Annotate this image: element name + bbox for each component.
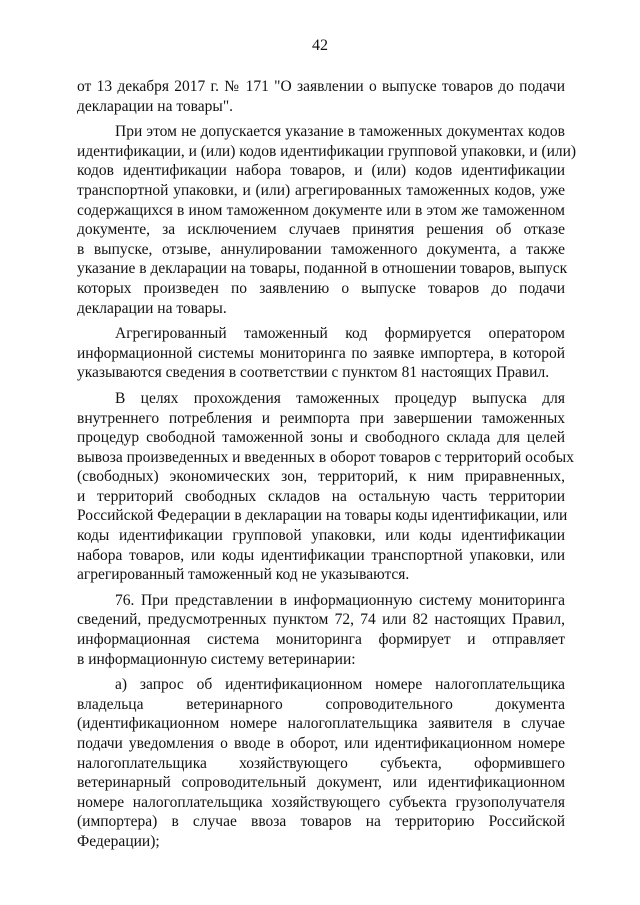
text-line: в выпуске, отзыве, аннулировании таможенного документа, а также (77, 240, 565, 258)
text-line: подачи уведомления о вводе в оборот, или идентификационном номере (77, 735, 565, 752)
text-line: содержащихся в ином таможенном документе или в этом же таможенном (77, 201, 565, 219)
text-line: документе, за исключением случаев принятия решения об отказе (77, 221, 565, 239)
text-line: внутреннего потребления и реимпорта при завершении таможенных (77, 409, 565, 427)
text-line: набора товаров, или коды идентификации транспортной упаковки, или (77, 546, 565, 564)
text-line: указываются сведения в соответствии с пунктом 81 настоящих Правил. (77, 364, 550, 382)
text-line: в информационную систему ветеринарии: (77, 650, 356, 668)
text-line: В целях прохождения таможенных процедур выпуска для (115, 389, 565, 407)
text-line: номере налогоплательщика хозяйствующего субъекта грузополучателя (77, 793, 565, 811)
text-line: налогоплательщика хозяйствующего субъекта, оформившего (77, 754, 565, 772)
text-line: информационной системы мониторинга по заявке импортера, в которой (77, 344, 565, 362)
text-line: Федерации); (77, 832, 160, 850)
paragraph (77, 389, 574, 585)
text-line: процедур свободной таможенной зоны и свободного склада для целей (77, 429, 565, 447)
text-line: указание в декларации на товары, поданной в отношении товаров, выпуск (77, 260, 568, 278)
text-line: агрегированный таможенный код не указываются. (77, 566, 410, 584)
text-line: ветеринарный сопроводительный документ, или идентификационном (77, 774, 565, 792)
paragraph (77, 675, 565, 851)
text-line: Российской Федерации в декларации на товары коды идентификации, или (77, 507, 568, 525)
text-line: При этом не допускается указание в таможенных документах кодов (115, 123, 565, 141)
text-line: а) запрос об идентификационном номере налогоплательщика (115, 676, 565, 694)
paragraph (77, 122, 577, 318)
text-line: коды идентификации групповой упаковки, или коды идентификации (77, 527, 565, 545)
text-line: вывоза произведенных и введенных в оборот товаров с территорий особых (77, 448, 574, 466)
paragraph (77, 591, 565, 669)
text-line: транспортной упаковки, и (или) агрегированных таможенных кодов, уже (77, 181, 565, 199)
document-body (77, 77, 577, 858)
page-number: 42 (312, 37, 328, 54)
text-line: от 13 декабря 2017 г. № 171 "О заявлении о выпуске товаров до подачи (77, 78, 565, 95)
text-line: (идентификационном номере налогоплательщика заявителя в случае (77, 715, 565, 733)
text-line: декларации на товары". (77, 97, 234, 115)
text-line: сведений, предусмотренных пунктом 72, 74 или 82 настоящих Правил, (77, 611, 565, 629)
text-line: (свободных) экономических зон, территорий, к ним приравненных, (77, 468, 565, 486)
text-line: и территорий свободных складов на остальную часть территории (77, 487, 565, 505)
text-line: 76. При представлении в информационную систему мониторинга (115, 591, 565, 609)
paragraph (77, 77, 565, 116)
text-line: идентификации, и (или) кодов идентификации групповой упаковки, и (или) (77, 142, 577, 160)
text-line: информационная система мониторинга формирует и отправляет (77, 631, 565, 649)
text-line: кодов идентификации набора товаров, и (или) кодов идентификации (77, 162, 565, 180)
paragraph (77, 324, 565, 383)
text-line: владельца ветеринарного сопроводительного документа (77, 695, 565, 713)
text-line: которых произведен по заявлению о выпуске товаров до подачи (77, 279, 565, 297)
text-line: Агрегированный таможенный код формируется оператором (115, 325, 565, 343)
text-line: (импортера) в случае ввоза товаров на территорию Российской (77, 813, 565, 831)
text-line: декларации на товары. (77, 299, 227, 317)
